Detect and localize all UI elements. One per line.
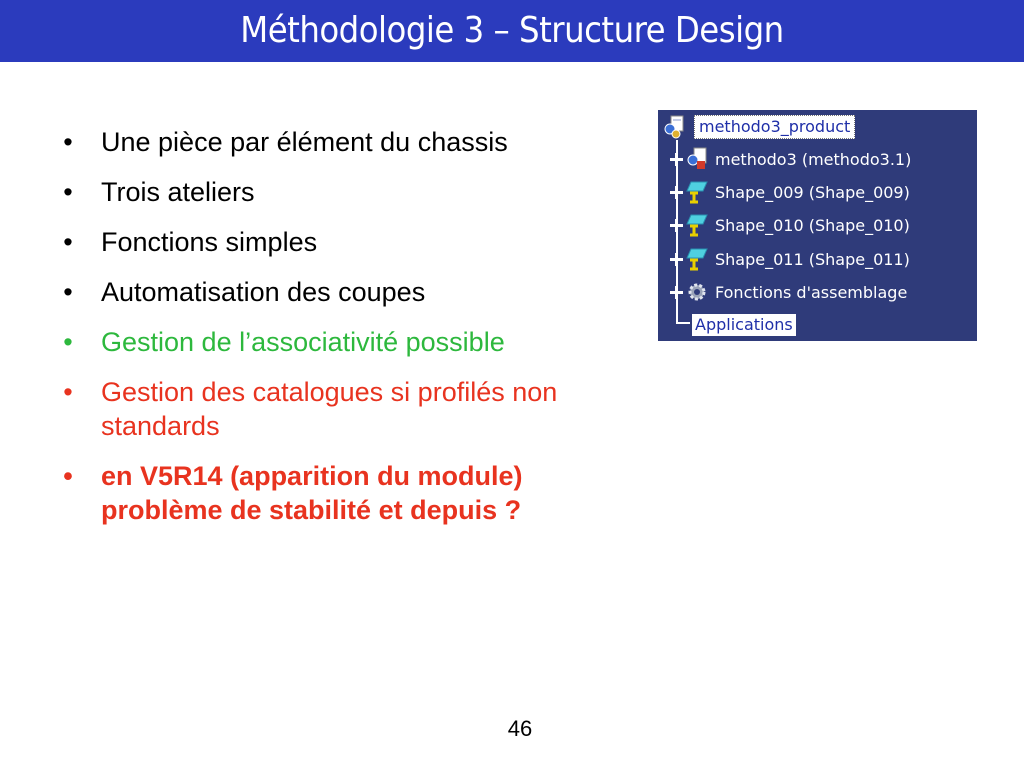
tree-node-label: Fonctions d'assemblage [715,282,908,302]
tree-node-label: Shape_009 (Shape_009) [715,182,910,202]
bullet-text: Trois ateliers [101,177,255,207]
bullet-dot: • [63,127,73,157]
bullet-item-bold-red [58,459,638,527]
product-icon [664,115,690,139]
tree-node-label: methodo3 (methodo3.1) [715,149,912,169]
bullet-text: Fonctions simples [101,227,318,257]
bullet-item [58,225,638,259]
shape-beam-icon [685,180,711,204]
bullet-text: Une pièce par élément du chassis [101,127,508,157]
tree-node-root[interactable] [664,114,855,140]
shape-beam-icon [685,247,711,271]
tree-node-methodo3[interactable] [670,146,911,172]
expand-plus-icon[interactable] [670,153,683,166]
bullet-text: Gestion des catalogues si profilés non standards [101,377,558,441]
bullet-text: Gestion de l’associativité possible [101,327,505,357]
tree-node-shape-010[interactable] [670,212,910,238]
bullet-dot: • [63,461,73,491]
bullet-dot: • [63,377,73,407]
gear-icon [685,280,711,304]
bullet-list [58,125,638,543]
expand-plus-icon[interactable] [670,219,683,232]
tree-node-label: Shape_011 (Shape_011) [715,249,910,269]
tree-node-applications[interactable] [692,312,796,338]
tree-node-label: Shape_010 (Shape_010) [715,215,910,235]
bullet-dot: • [63,327,73,357]
slide-title: Méthodologie 3 – Structure Design [240,10,784,51]
bullet-item [58,175,638,209]
tree-node-fonctions-assemblage[interactable] [670,279,907,305]
product-icon [685,147,711,171]
bullet-item [58,275,638,309]
bullet-text: Automatisation des coupes [101,277,426,307]
specification-tree [658,110,977,341]
expand-plus-icon[interactable] [670,286,683,299]
tree-root-label: methodo3_product [694,115,855,139]
shape-beam-icon [685,213,711,237]
bullet-item [58,125,638,159]
tree-node-shape-011[interactable] [670,246,910,272]
bullet-dot: • [63,177,73,207]
bullet-dot: • [63,277,73,307]
expand-plus-icon[interactable] [670,186,683,199]
tree-applications-label: Applications [692,314,796,336]
bullet-dot: • [63,227,73,257]
bullet-item-red [58,375,638,443]
expand-plus-icon[interactable] [670,253,683,266]
page-number: 46 [507,716,533,741]
bullet-item-green [58,325,638,359]
bullet-text: en V5R14 (apparition du module) problème de stabilité et depuis ? [101,461,523,525]
tree-branch-line [676,322,690,324]
tree-node-shape-009[interactable] [670,179,910,205]
